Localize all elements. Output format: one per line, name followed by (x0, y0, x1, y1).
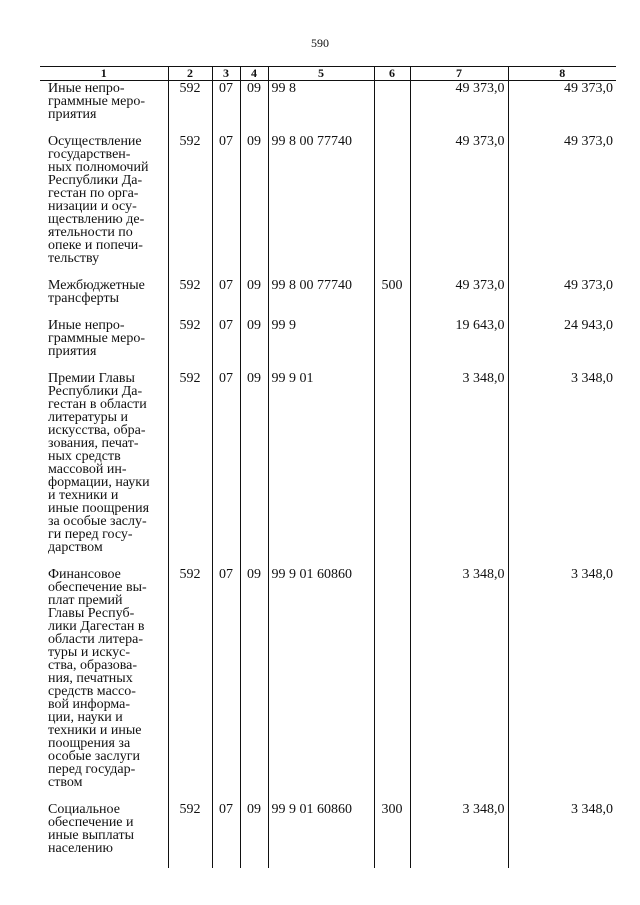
row-expense-type (374, 567, 410, 802)
row-amount-year1: 49 373,0 (410, 81, 508, 135)
table-row (40, 371, 616, 567)
table-row (40, 81, 616, 135)
col-header-4: 4 (240, 67, 268, 81)
row-ved-code: 592 (168, 371, 212, 567)
page-number: 590 (311, 36, 329, 50)
col-header-8: 8 (508, 67, 616, 81)
row-target-article: 99 9 (268, 318, 374, 371)
row-amount-year2: 49 373,0 (508, 81, 616, 135)
row-name: Иные непро- граммные меро- приятия (48, 318, 146, 359)
row-subsection-code: 09 (240, 318, 268, 371)
row-amount-year1: 49 373,0 (410, 134, 508, 278)
row-subsection-code: 09 (240, 371, 268, 567)
row-ved-code: 592 (168, 802, 212, 868)
row-amount-year2: 3 348,0 (508, 567, 616, 802)
row-ved-code: 592 (168, 567, 212, 802)
budget-table (40, 66, 616, 868)
row-section-code: 07 (212, 318, 240, 371)
row-subsection-code: 09 (240, 81, 268, 135)
row-name: Иные непро- граммные меро- приятия (48, 81, 146, 122)
row-amount-year1: 19 643,0 (410, 318, 508, 371)
row-amount-year2: 3 348,0 (508, 371, 616, 567)
table-row (40, 802, 616, 868)
row-ved-code: 592 (168, 134, 212, 278)
row-expense-type (374, 81, 410, 135)
row-target-article: 99 8 00 77740 (268, 278, 374, 318)
table-row (40, 318, 616, 371)
row-section-code: 07 (212, 278, 240, 318)
row-expense-type (374, 371, 410, 567)
row-name: Финансовое обеспечение вы- плат премий Главы Респуб- лики Дагестан в области литера- туры и искус- ства, образова- ния, печатных средств массо- вой информа- ции, науки и техники и иные поощрения за особые заслуги перед государ- ством (48, 567, 147, 790)
row-section-code: 07 (212, 567, 240, 802)
row-subsection-code: 09 (240, 278, 268, 318)
row-ved-code: 592 (168, 318, 212, 371)
row-expense-type (374, 318, 410, 371)
row-section-code: 07 (212, 134, 240, 278)
col-header-2: 2 (168, 67, 212, 81)
col-header-7: 7 (410, 67, 508, 81)
row-section-code: 07 (212, 802, 240, 868)
row-name: Межбюджетные трансферты (48, 278, 145, 306)
row-amount-year1: 3 348,0 (410, 802, 508, 868)
row-target-article: 99 8 00 77740 (268, 134, 374, 278)
row-ved-code: 592 (168, 81, 212, 135)
row-section-code: 07 (212, 371, 240, 567)
col-header-3: 3 (212, 67, 240, 81)
row-name: Осуществление государствен- ных полномочий Республики Да- гестан по орга- низации и осу- ществлению де- ятельности по опеке и попечи- тельству (48, 134, 149, 266)
col-header-1: 1 (40, 67, 168, 81)
table-row (40, 567, 616, 802)
row-amount-year2: 3 348,0 (508, 802, 616, 868)
row-name: Социальное обеспечение и иные выплаты населению (48, 802, 134, 856)
row-target-article: 99 9 01 (268, 371, 374, 567)
col-header-5: 5 (268, 67, 374, 81)
row-section-code: 07 (212, 81, 240, 135)
row-expense-type (374, 134, 410, 278)
row-amount-year1: 3 348,0 (410, 371, 508, 567)
table-row (40, 278, 616, 318)
row-ved-code: 592 (168, 278, 212, 318)
table-row (40, 134, 616, 278)
row-subsection-code: 09 (240, 567, 268, 802)
row-target-article: 99 9 01 60860 (268, 802, 374, 868)
row-amount-year2: 49 373,0 (508, 134, 616, 278)
row-amount-year2: 24 943,0 (508, 318, 616, 371)
row-expense-type: 500 (374, 278, 410, 318)
row-target-article: 99 8 (268, 81, 374, 135)
header-row (40, 67, 616, 81)
row-target-article: 99 9 01 60860 (268, 567, 374, 802)
row-amount-year1: 49 373,0 (410, 278, 508, 318)
row-expense-type: 300 (374, 802, 410, 868)
row-amount-year1: 3 348,0 (410, 567, 508, 802)
row-subsection-code: 09 (240, 134, 268, 278)
col-header-6: 6 (374, 67, 410, 81)
row-amount-year2: 49 373,0 (508, 278, 616, 318)
row-subsection-code: 09 (240, 802, 268, 868)
table-body (40, 81, 616, 869)
row-name: Премии Главы Республики Да- гестан в области литературы и искусства, обра- зования, печат- ных средств массовой ин- формации, науки и техники и иные поощрения за особые заслу- ги перед госу- дарством (48, 371, 150, 555)
